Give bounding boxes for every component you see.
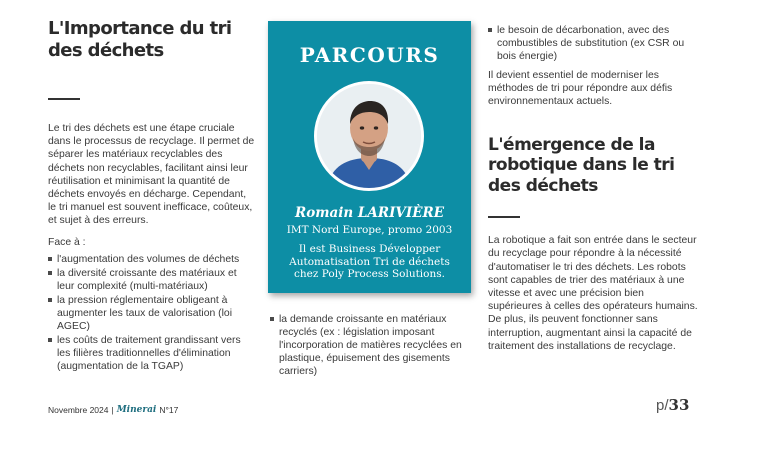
- issue-date: Novembre 2024: [48, 405, 109, 415]
- challenges-list: [48, 253, 256, 373]
- page-prefix: p/: [656, 397, 669, 414]
- left-column: [48, 18, 256, 374]
- list-item: l'augmentation des volumes de déchets: [48, 253, 256, 266]
- section-heading-robotique: L'émergence de la robotique dans le tri des déchets: [488, 134, 675, 196]
- face-label: Face à :: [48, 236, 86, 248]
- footer-separator: |: [111, 405, 114, 415]
- intro-paragraph: Le tri des déchets est une étape cruciale dans le processus de recyclage. Il permet de séparer les matériaux recyclables des déchets non recyclables, facilitant ainsi leur réutilisation et minimisant la quantité de déchets envoyés en décharge. Cependant, le tri manuel est souvent inefficace, coûteux, et sujet à des erreurs.: [48, 123, 255, 227]
- list-item: la demande croissante en matériaux recyclés (ex : législation imposant l'incorporation de matières recyclées en plastique, épuisement des gisements carriers): [270, 313, 470, 378]
- challenges-list-continued: [270, 313, 470, 378]
- robotics-paragraph: La robotique a fait son entrée dans le secteur du recyclage pour répondre à la nécessité d'automatiser le tri des déchets. Les robots sont capables de trier des matériaux à une vitesse et avec une précision bien supérieures à celles des opérateurs humains. De plus, ils peuvent fonctionner sans interruption, augmentant ainsi la capacité de traitement des installations de recyclage.: [488, 235, 698, 352]
- right-column: [488, 24, 700, 353]
- section-heading-importance: L'Importance du tri des déchets: [48, 18, 232, 61]
- page-number-value: 33: [668, 396, 690, 414]
- profile-card: [268, 21, 471, 293]
- issue-number: N°17: [159, 405, 179, 415]
- list-item: la diversité croissante des matériaux et leur complexité (multi-matériaux): [48, 267, 256, 293]
- heading-rule: [488, 216, 520, 218]
- list-item: la pression réglementaire obligeant à augmenter les taux de valorisation (loi AGEC): [48, 294, 256, 333]
- avatar: [314, 81, 424, 191]
- card-title: PARCOURS: [299, 43, 440, 67]
- middle-column: [270, 309, 470, 379]
- list-item: les coûts de traitement grandissant vers les filières traditionnelles d'élimination (augmentation de la TGAP): [48, 334, 256, 373]
- person-school: IMT Nord Europe, promo 2003: [286, 224, 453, 236]
- person-name: Romain LARIVIÈRE: [295, 205, 444, 221]
- challenges-list-end: [488, 24, 700, 63]
- list-item: le besoin de décarbonation, avec des combustibles de substitution (ex CSR ou bois énergie): [488, 24, 700, 63]
- portrait-image: [317, 84, 421, 188]
- magazine-brand: Minerai: [116, 405, 157, 415]
- conclusion-paragraph: Il devient essentiel de moderniser les méthodes de tri pour répondre aux défis environnementaux actuels.: [488, 70, 673, 108]
- page-number: [656, 396, 689, 414]
- page-footer: [48, 405, 178, 415]
- person-role: Il est Business Développer Automatisation Tri de déchets chez Poly Process Solutions.: [289, 243, 450, 280]
- heading-rule: [48, 98, 80, 100]
